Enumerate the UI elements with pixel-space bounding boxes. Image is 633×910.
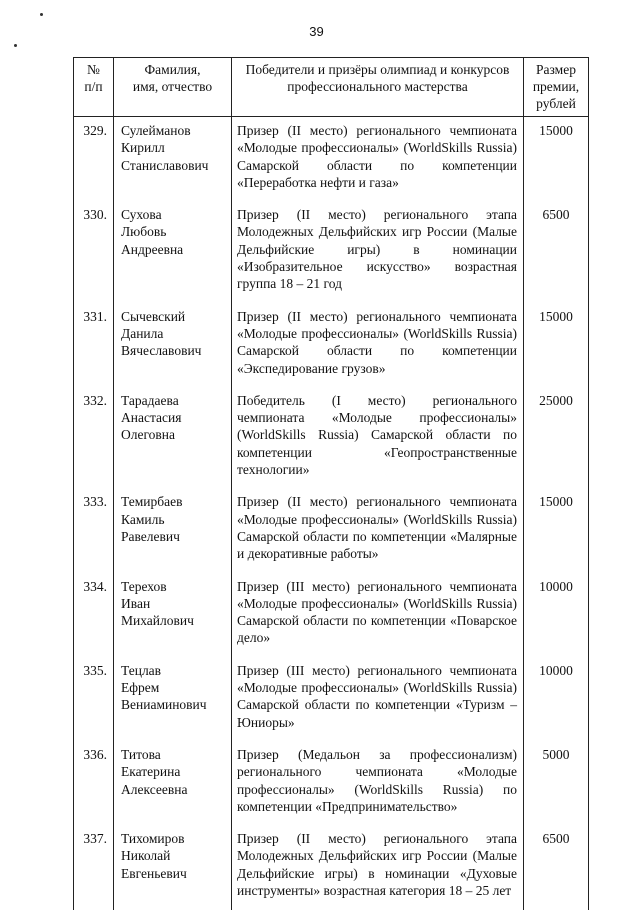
row-description: Призер (II место) регионального этапа Молодежных Дельфийских игр России (Малые Дельфийские игры) в номинации «Изобразительное искусство» возрастная группа 18 – 21 год — [232, 202, 524, 303]
row-number: 330. — [74, 202, 114, 303]
row-award-amount: 15000 — [524, 117, 589, 203]
table-row — [74, 117, 589, 203]
row-description: Призер (III место) регионального чемпионата «Молодые профессионалы» (WorldSkills Russia) Самарской области по компетенции «Поварское дело» — [232, 574, 524, 658]
row-description: Призер (Медальон за профессионализм) регионального чемпионата «Молодые профессионалы» (WorldSkills Russia) по компетенции «Предпринимательство» — [232, 742, 524, 826]
table-header-row — [74, 58, 589, 117]
row-number: 333. — [74, 489, 114, 573]
table-row — [74, 742, 589, 826]
table-row — [74, 489, 589, 573]
table-row — [74, 658, 589, 742]
row-award-amount: 5000 — [524, 742, 589, 826]
row-number: 331. — [74, 304, 114, 388]
table-row — [74, 304, 589, 388]
row-full-name: Темирбаев Камиль Равелевич — [114, 489, 232, 573]
row-award-amount: 15000 — [524, 304, 589, 388]
row-award-amount: 6500 — [524, 202, 589, 303]
row-description: Победитель (I место) регионального чемпионата «Молодые профессионалы» (WorldSkills Russia) Самарской области по компетенции «Геопространственные технологии» — [232, 388, 524, 489]
row-award-amount: 15000 — [524, 489, 589, 573]
table-row — [74, 826, 589, 910]
row-award-amount: 10000 — [524, 658, 589, 742]
awards-table — [73, 57, 589, 910]
header-full-name: Фамилия, имя, отчество — [114, 58, 232, 117]
header-award: Размер премии, рублей — [524, 58, 589, 117]
row-full-name: Сычевский Данила Вячеславович — [114, 304, 232, 388]
table-row — [74, 388, 589, 489]
row-description: Призер (III место) регионального чемпионата «Молодые профессионалы» (WorldSkills Russia) Самарской области по компетенции «Туризм – Юниоры» — [232, 658, 524, 742]
row-full-name: Титова Екатерина Алексеевна — [114, 742, 232, 826]
row-full-name: Сулейманов Кирилл Станиславович — [114, 117, 232, 203]
row-description: Призер (II место) регионального этапа Молодежных Дельфийских игр России (Малые Дельфийские игры) в номинации «Духовые инструменты» возрастная категория 18 – 25 лет — [232, 826, 524, 910]
row-number: 337. — [74, 826, 114, 910]
row-description: Призер (II место) регионального чемпионата «Молодые профессионалы» (WorldSkills Russia) Самарской области по компетенции «Малярные и декоративные работы» — [232, 489, 524, 573]
row-award-amount: 25000 — [524, 388, 589, 489]
row-number: 329. — [74, 117, 114, 203]
row-description: Призер (II место) регионального чемпионата «Молодые профессионалы» (WorldSkills Russia) Самарской области по компетенции «Переработка нефти и газа» — [232, 117, 524, 203]
row-full-name: Тихомиров Николай Евгеньевич — [114, 826, 232, 910]
page-number: 39 — [309, 24, 324, 39]
table-row — [74, 202, 589, 303]
scan-speck — [40, 13, 43, 16]
row-full-name: Сухова Любовь Андреевна — [114, 202, 232, 303]
row-number: 336. — [74, 742, 114, 826]
row-description: Призер (II место) регионального чемпионата «Молодые профессионалы» (WorldSkills Russia) Самарской области по компетенции «Экспедирование грузов» — [232, 304, 524, 388]
header-description: Победители и призёры олимпиад и конкурсов профессионального мастерства — [232, 58, 524, 117]
row-award-amount: 6500 — [524, 826, 589, 910]
row-full-name: Тарадаева Анастасия Олеговна — [114, 388, 232, 489]
header-number: № п/п — [74, 58, 114, 117]
row-full-name: Тецлав Ефрем Вениаминович — [114, 658, 232, 742]
row-full-name: Терехов Иван Михайлович — [114, 574, 232, 658]
row-number: 332. — [74, 388, 114, 489]
table-row — [74, 574, 589, 658]
scan-speck — [14, 44, 17, 47]
row-number: 334. — [74, 574, 114, 658]
row-award-amount: 10000 — [524, 574, 589, 658]
row-number: 335. — [74, 658, 114, 742]
